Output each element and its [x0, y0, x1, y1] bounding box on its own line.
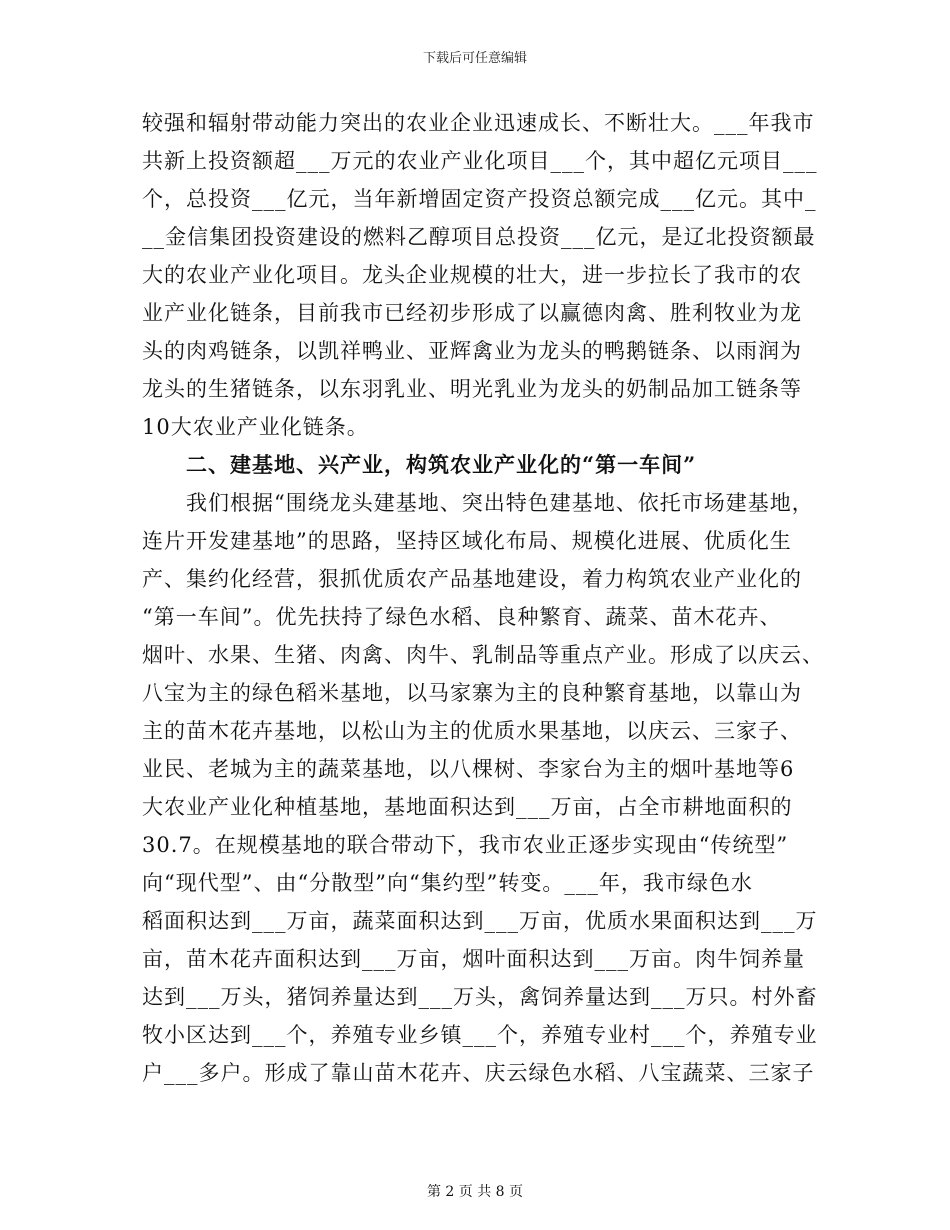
text-line: 产、集约化经营，狠抓优质农产品基地建设，着力构筑农业产业化的 [142, 567, 802, 591]
text-line: 连片开发建基地”的思路，坚持区域化布局、规模化进展、优质化生 [142, 529, 792, 553]
text-line: 八宝为主的绿色稻米基地，以马家寨为主的良种繁育基地，以靠山为 [142, 681, 802, 705]
text-line: 大的农业产业化项目。龙头企业规模的壮大，进一步拉长了我市的农 [142, 263, 802, 287]
text-line: 牧小区达到___个，养殖专业乡镇___个，养殖专业村___个，养殖专业 [142, 1023, 818, 1047]
text-line: “第一车间”。优先扶持了绿色水稻、良种繁育、蔬菜、苗木花卉、 [142, 605, 782, 629]
page-number: 第 2 页 共 8 页 [426, 1184, 524, 1200]
text-line: 10大农业产业化链条。 [142, 415, 369, 439]
text-line: 业民、老城为主的蔬菜基地，以八棵树、李家台为主的烟叶基地等6 [142, 757, 795, 781]
text-line: 头的肉鸡链条，以凯祥鸭业、亚辉禽业为龙头的鸭鹅链条、以雨润为 [142, 339, 802, 363]
text-line: 达到___万头，猪饲养量达到___万头，禽饲养量达到___万只。村外畜 [142, 985, 818, 1009]
text-line: 我们根据“围绕龙头建基地、突出特色建基地、依托市场建基地， [186, 491, 814, 515]
text-line: 30.7。在规模基地的联合带动下，我市农业正逐步实现由“传统型” [142, 833, 789, 857]
text-line: 较强和辐射带动能力突出的农业企业迅速成长、不断壮大。___年我市 [142, 111, 815, 135]
text-line: __金信集团投资建设的燃料乙醇项目总投资___亿元，是辽北投资额最 [142, 225, 816, 249]
text-line: 共新上投资额超___万元的农业产业化项目___个，其中超亿元项目___ [142, 149, 818, 173]
text-line: 亩，苗木花卉面积达到___万亩，烟叶面积达到___万亩。肉牛饲养量 [142, 947, 805, 971]
document-body [142, 104, 824, 1092]
text-line: 龙头的生猪链条，以东羽乳业、明光乳业为龙头的奶制品加工链条等 [142, 377, 802, 401]
text-line: 烟叶、水果、生猪、肉禽、肉牛、乳制品等重点产业。形成了以庆云、 [142, 643, 824, 667]
text-line: 稻面积达到___万亩，蔬菜面积达到___万亩，优质水果面积达到___万 [142, 909, 818, 933]
text-line: 户___多户。形成了靠山苗木花卉、庆云绿色水稻、八宝蔬菜、三家子 [142, 1061, 815, 1085]
header-note: 下载后可任意编辑 [422, 51, 527, 66]
section-heading: 二、建基地、兴产业，构筑农业产业化的“第一车间” [186, 452, 697, 477]
text-line: 大农业产业化种植基地，基地面积达到___万亩，占全市耕地面积的 [142, 795, 793, 819]
text-line: 主的苗木花卉基地，以松山为主的优质水果基地，以庆云、三家子、 [142, 719, 802, 743]
text-line: 个，总投资___亿元，当年新增固定资产投资总额完成___亿元。其中_ [142, 187, 817, 211]
text-line: 业产业化链条，目前我市已经初步形成了以赢德肉禽、胜利牧业为龙 [142, 301, 802, 325]
text-line: 向“现代型”、由“分散型”向“集约型”转变。___年，我市绿色水 [142, 871, 753, 895]
